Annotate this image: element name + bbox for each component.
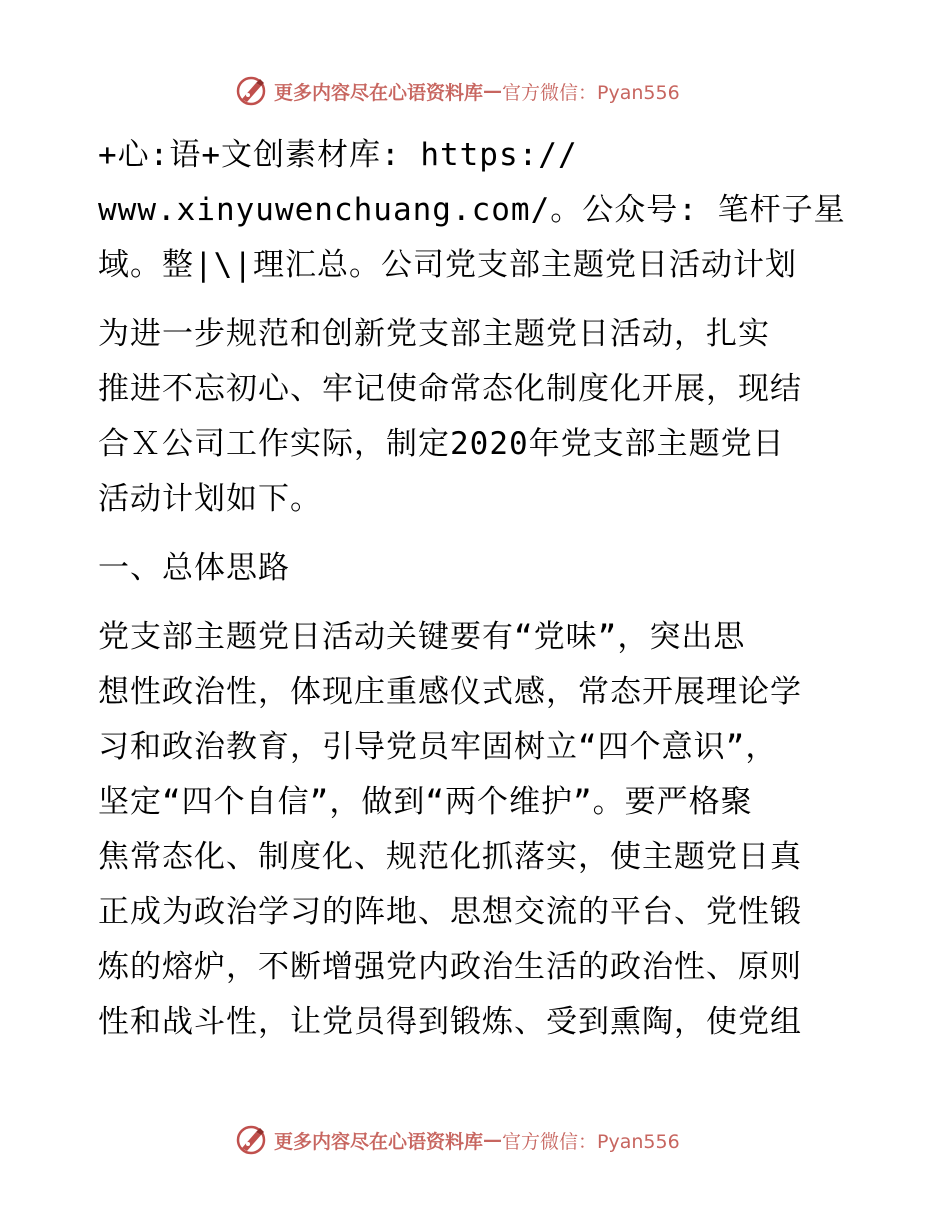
document-body <box>98 128 858 1050</box>
section-heading: 一、总体思路 <box>98 550 290 586</box>
watermark-text: 更多内容尽在心语资料库 <box>274 81 484 104</box>
watermark-text: 更多内容尽在心语资料库 <box>274 1130 484 1153</box>
text-line: 坚定“四个自信”，做到“两个维护”。要严格聚 <box>98 784 753 820</box>
text-line: 党支部主题党日活动关键要有“党味”，突出思 <box>98 619 746 655</box>
text-line: 焦常态化、制度化、规范化抓落实，使主题党日真 <box>98 839 802 875</box>
text-line: 炼的熔炉，不断增强党内政治生活的政治性、原则 <box>98 949 802 985</box>
text-line: 推进不忘初心、牢记使命常态化制度化开展，现结 <box>98 371 802 407</box>
text-line: 习和政治教育，引导党员牢固树立“四个意识”， <box>98 729 778 765</box>
text-line: +心:语+文创素材库: https:// <box>98 137 578 173</box>
text-line: 域。整|\|理汇总。公司党支部主题党日活动计划 <box>98 247 797 283</box>
text-line: 正成为政治学习的阵地、思想交流的平台、党性锻 <box>98 894 802 930</box>
text-line: 合Ｘ公司工作实际，制定2020年党支部主题党日 <box>98 426 785 462</box>
pen-logo-icon <box>236 1124 268 1156</box>
text-line: 性和战斗性，让党员得到锻炼、受到熏陶，使党组 <box>98 1004 802 1040</box>
paragraph-gap <box>98 293 858 307</box>
paragraph-gap <box>98 596 858 610</box>
paragraph-gap <box>98 527 858 541</box>
text-line: 活动计划如下。 <box>98 481 322 517</box>
watermark-separator: — <box>483 1129 503 1151</box>
watermark-contact: 官方微信：Pyan556 <box>502 81 680 104</box>
pen-logo-icon <box>236 75 268 107</box>
text-line: 想性政治性，体现庄重感仪式感，常态开展理论学 <box>98 674 802 710</box>
text-line: 为进一步规范和创新党支部主题党日活动，扎实 <box>98 316 770 352</box>
text-line: www.xinyuwenchuang.com/。公众号: 笔杆子星 <box>98 192 846 228</box>
watermark-contact: 官方微信：Pyan556 <box>502 1130 680 1153</box>
header-watermark <box>236 73 716 109</box>
footer-watermark <box>236 1122 716 1158</box>
watermark-separator: — <box>483 80 503 102</box>
